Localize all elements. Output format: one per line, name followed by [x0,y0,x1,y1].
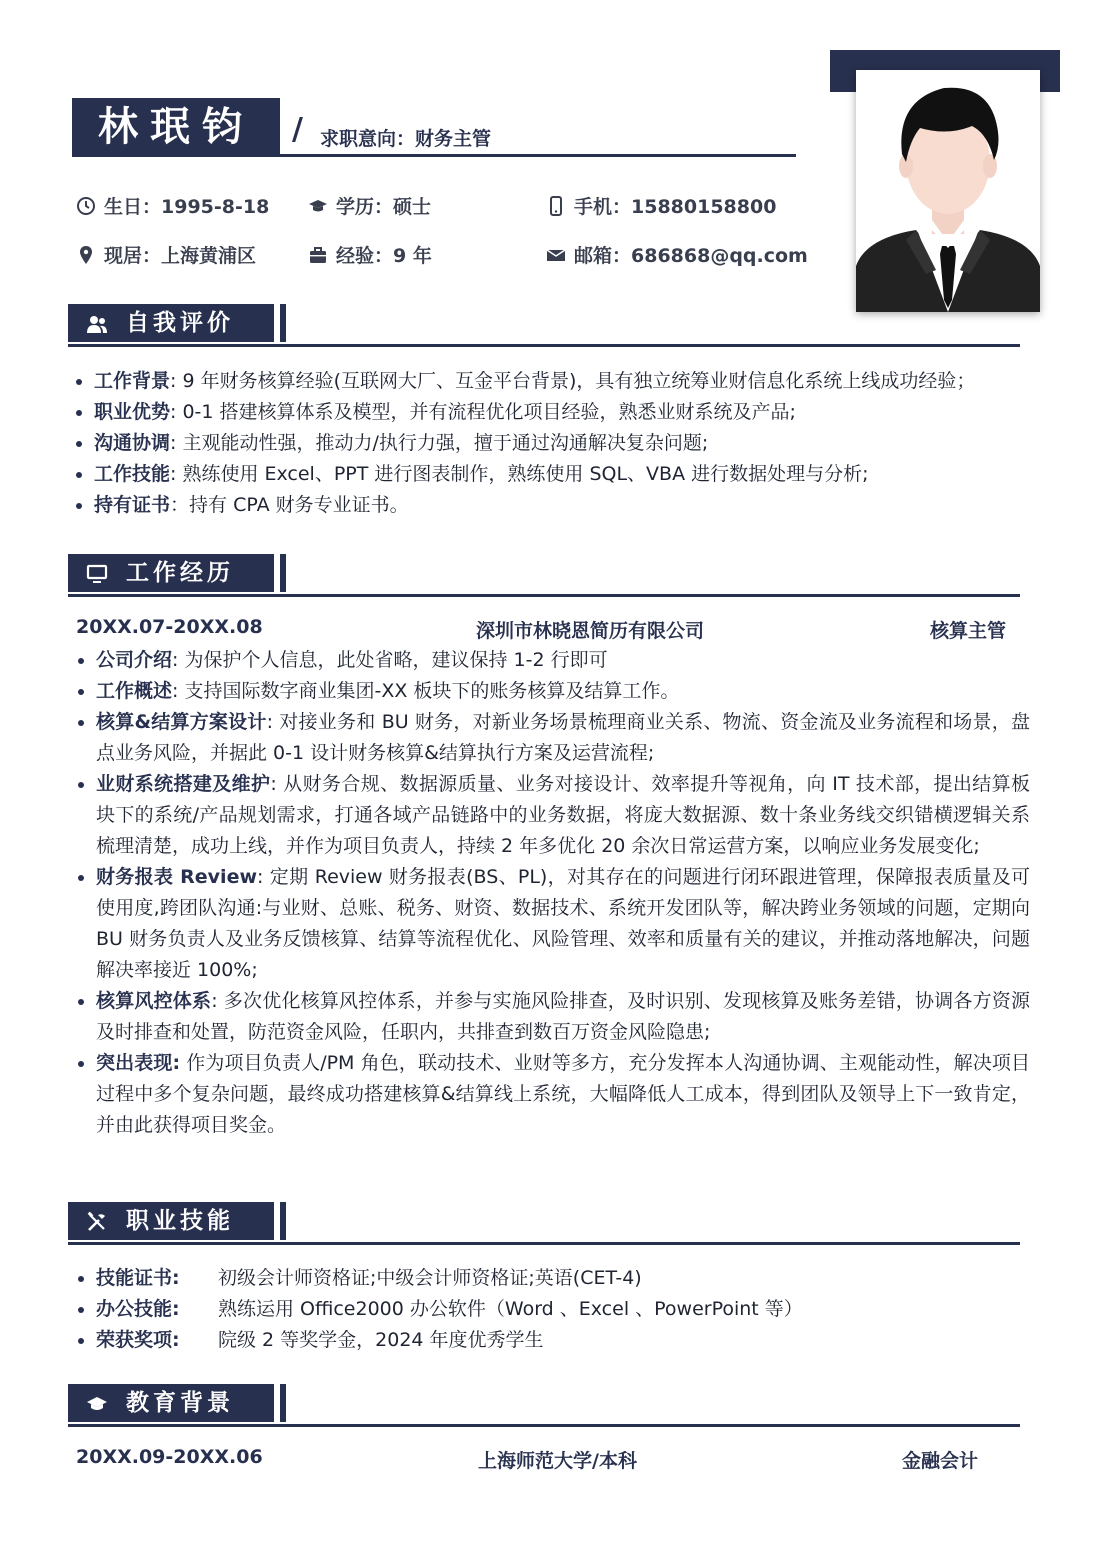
info-residence [76,241,256,268]
candidate-name: 林珉钧 [72,98,280,156]
info-education [308,192,431,219]
list-item: 公司介绍: 为保护个人信息，此处省略，建议保持 1-2 行即可 [74,645,1030,676]
self-eval-list [72,366,1022,521]
list-item: 工作技能: 熟练使用 Excel、PPT 进行图表制作，熟练使用 SQL、VBA 进行数据处理与分析; [72,459,1022,490]
work-role: 核算主管 [930,620,1007,642]
list-item: 业财系统搭建及维护: 从财务合规、数据源质量、业务对接设计、效率提升等视角，向 IT 技术部，提出结算板块下的系统/产品规划需求，打通各域产品链路中的业务数据，将庞大数据源、数十条业务线交织错横逻辑关系梳理清楚，成功上线，并作为项目负责人，持续 2 年多优化 20 余次日常运营方案，以响应业务发展变化; [74,769,1030,862]
list-item: 财务报表 Review: 定期 Review 财务报表(BS、PL)，对其存在的问题进行闭环跟进管理，保障报表质量及可使用度,跨团队沟通:与业财、总账、税务、财资、数据技术、系统开发团队等，解决跨业务领域的问题，定期向 BU 财务负责人及业务反馈核算、结算等流程优化、风险管理、效率和质量有关的建议，并推动落地解决，问题解决率接近 100%; [74,862,1030,986]
list-item: 工作概述: 支持国际数字商业集团-XX 板块下的账务核算及结算工作。 [74,676,1030,707]
birthday-text: 生日：1995-8-18 [104,196,270,218]
list-item: 核算&结算方案设计: 对接业务和 BU 财务，对新业务场景梳理商业关系、物流、资金流及业务流程和场景，盘点业务风险，并据此 0-1 设计财务核算&结算执行方案及运营流程; [74,707,1030,769]
section-title: 自我评价 [126,310,234,336]
residence-text: 现居：上海黄浦区 [104,245,257,267]
list-item: 核算风控体系: 多次优化核算风控体系，并参与实施风险排查，及时识别、发现核算及账务差错，协调各方资源及时排查和处置，防范资金风险，任职内，共排查到数百万资金风险隐患; [74,986,1030,1048]
list-item: 沟通协调: 主观能动性强，推动力/执行力强，擅于通过沟通解决复杂问题; [72,428,1022,459]
work-duties-list [74,645,1030,1141]
list-item: 工作背景: 9 年财务核算经验(互联网大厂、互金平台背景)，具有独立统筹业财信息化系统上线成功经验； [72,366,1022,397]
phone-text: 手机：15880158800 [574,196,777,218]
info-birthday [76,192,269,219]
profile-photo [856,70,1040,312]
email-text: 邮箱：686868@qq.com [574,245,808,267]
education-text: 学历：硕士 [336,196,432,218]
info-experience [308,241,432,268]
envelope-icon [546,245,566,265]
users-icon [86,313,108,335]
work-period: 20XX.07-20XX.08 [76,616,263,638]
skills-list [74,1263,1024,1356]
list-item: 职业优势: 0-1 搭建核算体系及模型，并有流程优化项目经验，熟悉业财系统及产品; [72,397,1022,428]
job-intent: 求职意向：财务主管 [320,128,492,150]
section-title: 教育背景 [126,1390,234,1416]
tools-icon [86,1211,108,1233]
list-item: 技能证书: 初级会计师资格证;中级会计师资格证;英语(CET-4) [74,1263,1024,1294]
clock-icon [76,196,96,216]
section-title: 职业技能 [126,1208,234,1234]
mobile-phone-icon [546,196,566,216]
graduation-cap-icon [308,196,328,216]
list-item: 办公技能: 熟练运用 Office2000 办公软件（Word 、Excel 、PowerPoint 等） [74,1294,1024,1325]
title-slash: / [292,112,303,147]
info-email [546,241,808,268]
briefcase-icon [308,245,328,265]
list-item: 突出表现: 作为项目负责人/PM 角色，联动技术、业财等多方，充分发挥本人沟通协调、主观能动性，解决项目过程中多个复杂问题，最终成功搭建核算&结算线上系统，大幅降低人工成本，得到团队及领导上下一致肯定，并由此获得项目奖金。 [74,1048,1030,1141]
section-title: 工作经历 [126,560,234,586]
map-pin-icon [76,245,96,265]
education-school: 上海师范大学/本科 [478,1450,637,1472]
title-underline [72,154,796,157]
work-company: 深圳市林晓恩简历有限公司 [476,620,705,642]
education-period: 20XX.09-20XX.06 [76,1446,263,1468]
graduation-cap-icon [86,1393,108,1415]
monitor-icon [86,563,108,585]
info-phone [546,192,776,219]
list-item: 荣获奖项: 院级 2 等奖学金，2024 年度优秀学生 [74,1325,1024,1356]
education-major: 金融会计 [902,1450,979,1472]
list-item: 持有证书：持有 CPA 财务专业证书。 [72,490,1022,521]
experience-text: 经验：9 年 [336,245,432,267]
